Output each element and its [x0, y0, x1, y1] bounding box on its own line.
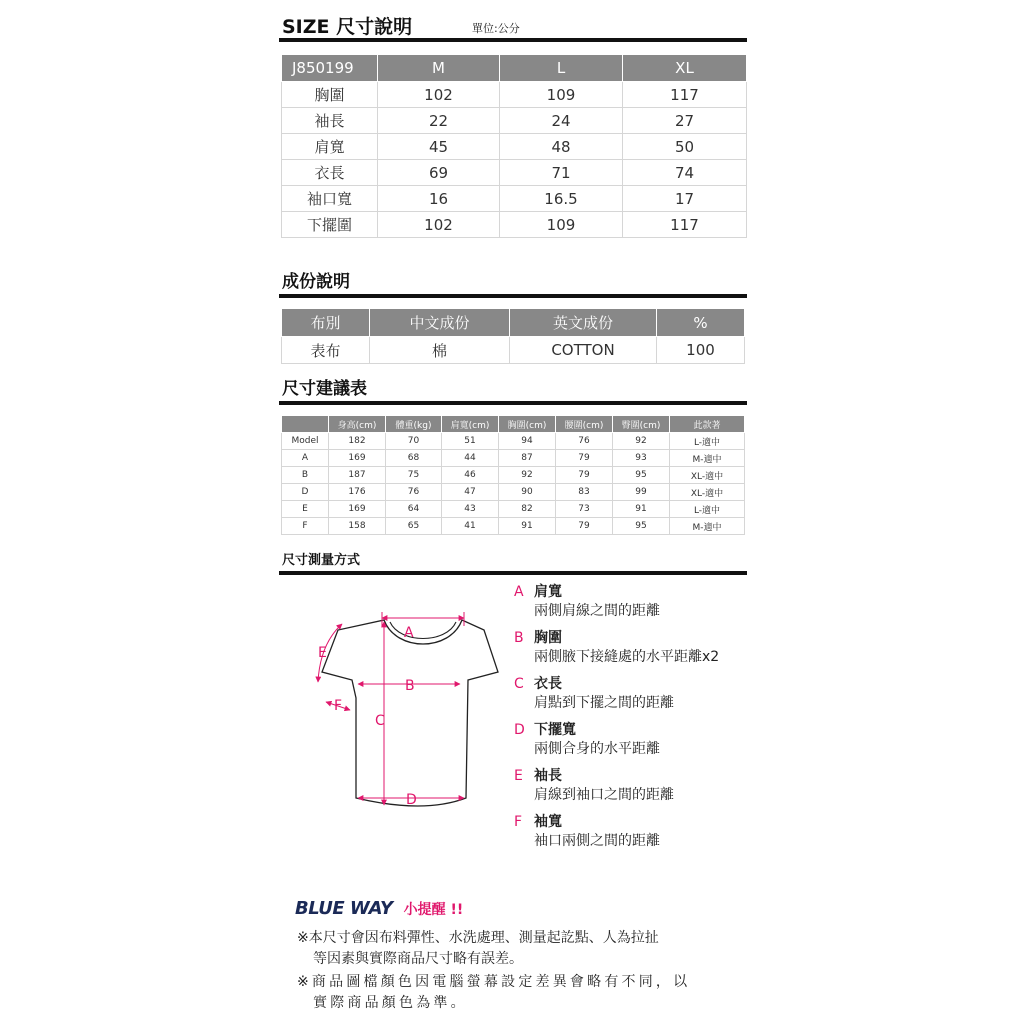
table-cell: 肩寬: [282, 134, 378, 160]
table-header-cell: [282, 416, 329, 433]
table-row: [282, 212, 747, 238]
reminder-header: [295, 898, 463, 919]
measure-item-name: 袖寬: [534, 814, 562, 830]
table-cell: 109: [500, 82, 623, 108]
table-cell: 109: [500, 212, 623, 238]
measure-item-name: 肩寬: [534, 584, 562, 600]
table-cell: 95: [613, 467, 670, 484]
table-header-cell: 體重(kg): [386, 416, 442, 433]
table-cell: 93: [613, 450, 670, 467]
table-cell: 74: [623, 160, 747, 186]
table-cell: L-適中: [670, 433, 745, 450]
size-section-title: SIZE 尺寸說明: [282, 16, 413, 38]
measure-item-letter: B: [514, 630, 524, 646]
measure-item-letter: C: [514, 676, 524, 692]
table-cell: 117: [623, 212, 747, 238]
table-cell: 79: [556, 467, 613, 484]
table-cell: 68: [386, 450, 442, 467]
table-header-cell: 腰圍(cm): [556, 416, 613, 433]
table-cell: 50: [623, 134, 747, 160]
composition-section-title: 成份說明: [282, 272, 350, 292]
size-table-header: [282, 55, 747, 82]
recommend-section-rule: [279, 401, 747, 405]
table-cell: 24: [500, 108, 623, 134]
table-cell: 79: [556, 518, 613, 535]
table-row: [282, 108, 747, 134]
table-cell: 82: [499, 501, 556, 518]
tshirt-neck-band: [390, 622, 456, 639]
reminder-note-line: ※商品圖檔顏色因電腦螢幕設定差異會略有不同，以: [297, 974, 691, 990]
recommend-table: [281, 415, 745, 535]
table-cell: 45: [378, 134, 500, 160]
table-cell: 91: [613, 501, 670, 518]
table-header-cell: %: [657, 309, 745, 337]
table-cell: 48: [500, 134, 623, 160]
table-cell: 95: [613, 518, 670, 535]
brand-logo: BLUE WAY: [295, 898, 393, 919]
table-cell: 44: [442, 450, 499, 467]
table-row: [282, 186, 747, 212]
table-row: [282, 501, 745, 518]
table-cell: 76: [556, 433, 613, 450]
table-cell: 70: [386, 433, 442, 450]
table-cell: 27: [623, 108, 747, 134]
table-header-cell: 中文成份: [370, 309, 510, 337]
measure-item-letter: A: [514, 584, 524, 600]
reminder-note-line: ※本尺寸會因布料彈性、水洗處理、測量起訖點、人為拉扯: [297, 930, 659, 946]
table-header-cell: 布別: [282, 309, 370, 337]
table-cell: 99: [613, 484, 670, 501]
table-row: [282, 82, 747, 108]
measure-item-c: [514, 675, 674, 713]
measure-item-desc: 肩點到下擺之間的距離: [534, 695, 674, 711]
table-cell: 102: [378, 212, 500, 238]
table-cell: 47: [442, 484, 499, 501]
table-header-cell: 胸圍(cm): [499, 416, 556, 433]
table-row: [282, 337, 745, 364]
size-header-m: M: [378, 55, 500, 82]
table-cell: 袖口寬: [282, 186, 378, 212]
table-cell: 176: [329, 484, 386, 501]
table-header-cell: 英文成份: [510, 309, 657, 337]
composition-table-header: [282, 309, 745, 337]
table-cell: 41: [442, 518, 499, 535]
reminder-note-2: [297, 972, 690, 1014]
measure-item-e: [514, 767, 674, 805]
measure-item-letter: E: [514, 768, 523, 784]
table-header-cell: 肩寬(cm): [442, 416, 499, 433]
table-row: [282, 484, 745, 501]
table-header-cell: 臀圍(cm): [613, 416, 670, 433]
size-section-rule: [279, 38, 747, 42]
table-cell: 69: [378, 160, 500, 186]
diagram-label-f: F: [334, 698, 343, 714]
recommend-table-header: [282, 416, 745, 433]
table-cell: 79: [556, 450, 613, 467]
table-header-cell: 身高(cm): [329, 416, 386, 433]
table-cell: A: [282, 450, 329, 467]
table-cell: 91: [499, 518, 556, 535]
size-header-xl: XL: [623, 55, 747, 82]
table-cell: 46: [442, 467, 499, 484]
measure-item-desc: 肩線到袖口之間的距離: [534, 787, 674, 803]
table-cell: F: [282, 518, 329, 535]
table-cell: D: [282, 484, 329, 501]
tshirt-outline: [322, 620, 498, 806]
table-cell: 94: [499, 433, 556, 450]
size-header-code: J850199: [282, 55, 378, 82]
table-row: [282, 433, 745, 450]
table-cell: 187: [329, 467, 386, 484]
reminder-note-line: 實際商品顏色為準。: [313, 995, 468, 1011]
table-cell: 100: [657, 337, 745, 364]
table-header-cell: 此款著: [670, 416, 745, 433]
measure-section-rule: [279, 571, 747, 575]
measure-item-name: 衣長: [534, 676, 562, 692]
table-cell: 182: [329, 433, 386, 450]
measure-item-desc: 兩側腋下接縫處的水平距離x2: [534, 649, 720, 665]
table-cell: 22: [378, 108, 500, 134]
diagram-label-e: E: [318, 645, 327, 661]
table-cell: 51: [442, 433, 499, 450]
table-cell: M-適中: [670, 518, 745, 535]
table-row: [282, 160, 747, 186]
table-cell: 76: [386, 484, 442, 501]
table-row: [282, 450, 745, 467]
table-cell: 90: [499, 484, 556, 501]
diagram-label-b: B: [405, 678, 415, 694]
size-table: [281, 54, 747, 238]
table-row: [282, 518, 745, 535]
reminder-note-line: 等因素與實際商品尺寸略有誤差。: [313, 951, 523, 967]
measure-item-desc: 兩側合身的水平距離: [534, 741, 660, 757]
table-cell: 16: [378, 186, 500, 212]
table-cell: 下擺圍: [282, 212, 378, 238]
measure-item-letter: D: [514, 722, 525, 738]
measure-item-desc: 兩側肩線之間的距離: [534, 603, 660, 619]
table-cell: 胸圍: [282, 82, 378, 108]
table-cell: 92: [613, 433, 670, 450]
table-cell: XL-適中: [670, 484, 745, 501]
table-cell: Model: [282, 433, 329, 450]
table-cell: 65: [386, 518, 442, 535]
table-cell: 83: [556, 484, 613, 501]
table-cell: 169: [329, 501, 386, 518]
table-cell: XL-適中: [670, 467, 745, 484]
diagram-label-a: A: [404, 625, 414, 641]
table-cell: 43: [442, 501, 499, 518]
diagram-label-d: D: [406, 792, 417, 808]
table-cell: 169: [329, 450, 386, 467]
table-cell: 衣長: [282, 160, 378, 186]
measure-item-name: 下擺寬: [534, 722, 576, 738]
table-cell: 17: [623, 186, 747, 212]
table-cell: 75: [386, 467, 442, 484]
table-cell: L-適中: [670, 501, 745, 518]
table-cell: 92: [499, 467, 556, 484]
reminder-title: 小提醒 !!: [403, 902, 464, 918]
table-cell: B: [282, 467, 329, 484]
measure-item-letter: F: [514, 814, 523, 830]
size-header-l: L: [500, 55, 623, 82]
table-cell: 87: [499, 450, 556, 467]
size-unit-label: 單位:公分: [472, 22, 520, 35]
measure-item-name: 袖長: [534, 768, 562, 784]
table-cell: 16.5: [500, 186, 623, 212]
table-row: [282, 467, 745, 484]
table-cell: COTTON: [510, 337, 657, 364]
measure-item-name: 胸圍: [534, 630, 562, 646]
table-cell: 表布: [282, 337, 370, 364]
table-cell: 棉: [370, 337, 510, 364]
measure-section-title: 尺寸測量方式: [282, 553, 361, 568]
table-cell: E: [282, 501, 329, 518]
recommend-section-title: 尺寸建議表: [282, 379, 367, 399]
table-row: [282, 134, 747, 160]
table-cell: M-適中: [670, 450, 745, 467]
tshirt-measure-diagram: [300, 600, 510, 825]
table-cell: 64: [386, 501, 442, 518]
measure-item-d: [514, 721, 660, 759]
table-cell: 71: [500, 160, 623, 186]
measure-item-f: [514, 813, 660, 851]
reminder-note-1: [297, 928, 659, 970]
measure-item-desc: 袖口兩側之間的距離: [534, 833, 660, 849]
table-cell: 73: [556, 501, 613, 518]
composition-section-rule: [279, 294, 747, 298]
diagram-label-c: C: [375, 713, 385, 729]
measure-item-b: [514, 629, 719, 667]
table-cell: 117: [623, 82, 747, 108]
table-cell: 158: [329, 518, 386, 535]
table-cell: 袖長: [282, 108, 378, 134]
measure-item-a: [514, 583, 660, 621]
composition-table: [281, 308, 745, 364]
table-cell: 102: [378, 82, 500, 108]
